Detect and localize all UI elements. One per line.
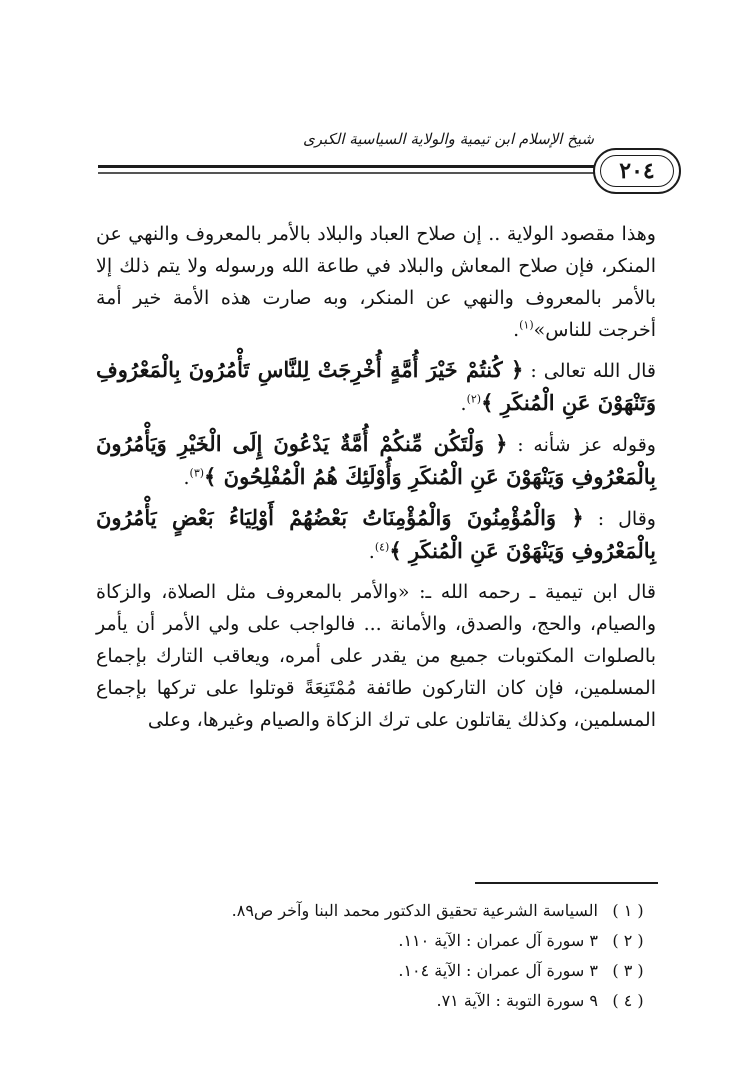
footnotes: [98, 896, 658, 1016]
verse-intro: قال الله تعالى :: [523, 360, 656, 382]
paragraph-end: .: [513, 319, 520, 341]
paragraph-1: [96, 218, 656, 346]
paragraph-end: .: [460, 393, 467, 415]
header-rule-thin: [98, 172, 595, 174]
paragraph-text: وهذا مقصود الولاية .. إن صلاح العباد والبلاد بالأمر بالمعروف والنهي عن المنكر، فإن صلاح المعاش والبلاد في طاعة الله ورسوله ولا يتم ذلك إلا بالأمر بالمعروف والنهي عن المنكر، وبه صارت هذه الأمة خير أمة أخرجت للناس»: [96, 223, 656, 341]
footnote-text: ٣ سورة آل عمران : الآية ١١٠.: [398, 931, 598, 950]
footnote-ref: (٣): [189, 466, 205, 480]
verse-intro: وقوله عز شأنه :: [507, 434, 656, 456]
footnote-ref: (٤): [374, 540, 390, 554]
footnote-divider: [475, 882, 658, 884]
footnote-text: ٩ سورة التوبة : الآية ٧١.: [436, 991, 598, 1010]
paragraph-text: قال ابن تيمية ـ رحمه الله ـ: «والأمر بالمعروف مثل الصلاة، والزكاة والصيام، والحج، والصدق، والأمانة ... فالواجب على ولي الأمر أن يأمر بالصلوات المكتوبات جميع من يقدر على أمره، ويعاقب التارك بإجماع المسلمين، فإن كان التاركون طائفة مُمْتَنِعَةً قوتلوا على تركها بإجماع المسلمين، وكذلك يقاتلون على ترك الزكاة والصيام وغيرها، وعلى: [96, 581, 656, 731]
footnote-number: ( ٢ ): [612, 931, 644, 950]
verse-intro: وقال :: [583, 508, 656, 530]
page-number: ٢٠٤: [619, 158, 655, 184]
quran-verse: ﴿ كُنتُمْ خَيْرَ أُمَّةٍ أُخْرِجَتْ لِلنَّاسِ تَأْمُرُونَ بِالْمَعْرُوفِ وَتَنْهَوْنَ عَنِ الْمُنكَرِ ﴾: [96, 357, 656, 415]
footnote-number: ( ٤ ): [612, 991, 644, 1010]
footnote: [98, 896, 658, 926]
body-text: [96, 218, 656, 736]
page-number-badge: [593, 148, 681, 194]
paragraph-3: [96, 428, 656, 494]
footnote-text: ٣ سورة آل عمران : الآية ١٠٤.: [398, 961, 598, 980]
footnote-number: ( ١ ): [612, 901, 644, 920]
footnote-ref: (١): [519, 318, 534, 332]
header-rule: [98, 165, 595, 168]
paragraph-4: [96, 502, 656, 568]
paragraph-2: [96, 354, 656, 420]
paragraph-5: [96, 576, 656, 736]
footnote-number: ( ٣ ): [612, 961, 644, 980]
paragraph-end: .: [368, 541, 375, 563]
footnote-text: السياسة الشرعية تحقيق الدكتور محمد البنا وآخر ص٨٩.: [231, 901, 598, 920]
footnote: [98, 926, 658, 956]
footnote: [98, 986, 658, 1016]
quran-verse: ﴿ وَالْمُؤْمِنُونَ وَالْمُؤْمِنَاتُ بَعْضُهُمْ أَوْلِيَاءُ بَعْضٍ يَأْمُرُونَ بِالْمَعْرُوفِ وَيَنْهَوْنَ عَنِ الْمُنكَرِ ﴾: [96, 505, 656, 563]
paragraph-end: .: [183, 467, 190, 489]
footnote-ref: (٢): [466, 392, 482, 406]
footnote: [98, 956, 658, 986]
running-title: شيخ الإسلام ابن تيمية والولاية السياسية الكبرى: [302, 130, 594, 148]
quran-verse: ﴿ وَلْتَكُن مِّنكُمْ أُمَّةٌ يَدْعُونَ إِلَى الْخَيْرِ وَيَأْمُرُونَ بِالْمَعْرُوفِ وَيَنْهَوْنَ عَنِ الْمُنكَرِ وَأُوْلَئِكَ هُمُ الْمُفْلِحُونَ ﴾: [96, 431, 656, 489]
